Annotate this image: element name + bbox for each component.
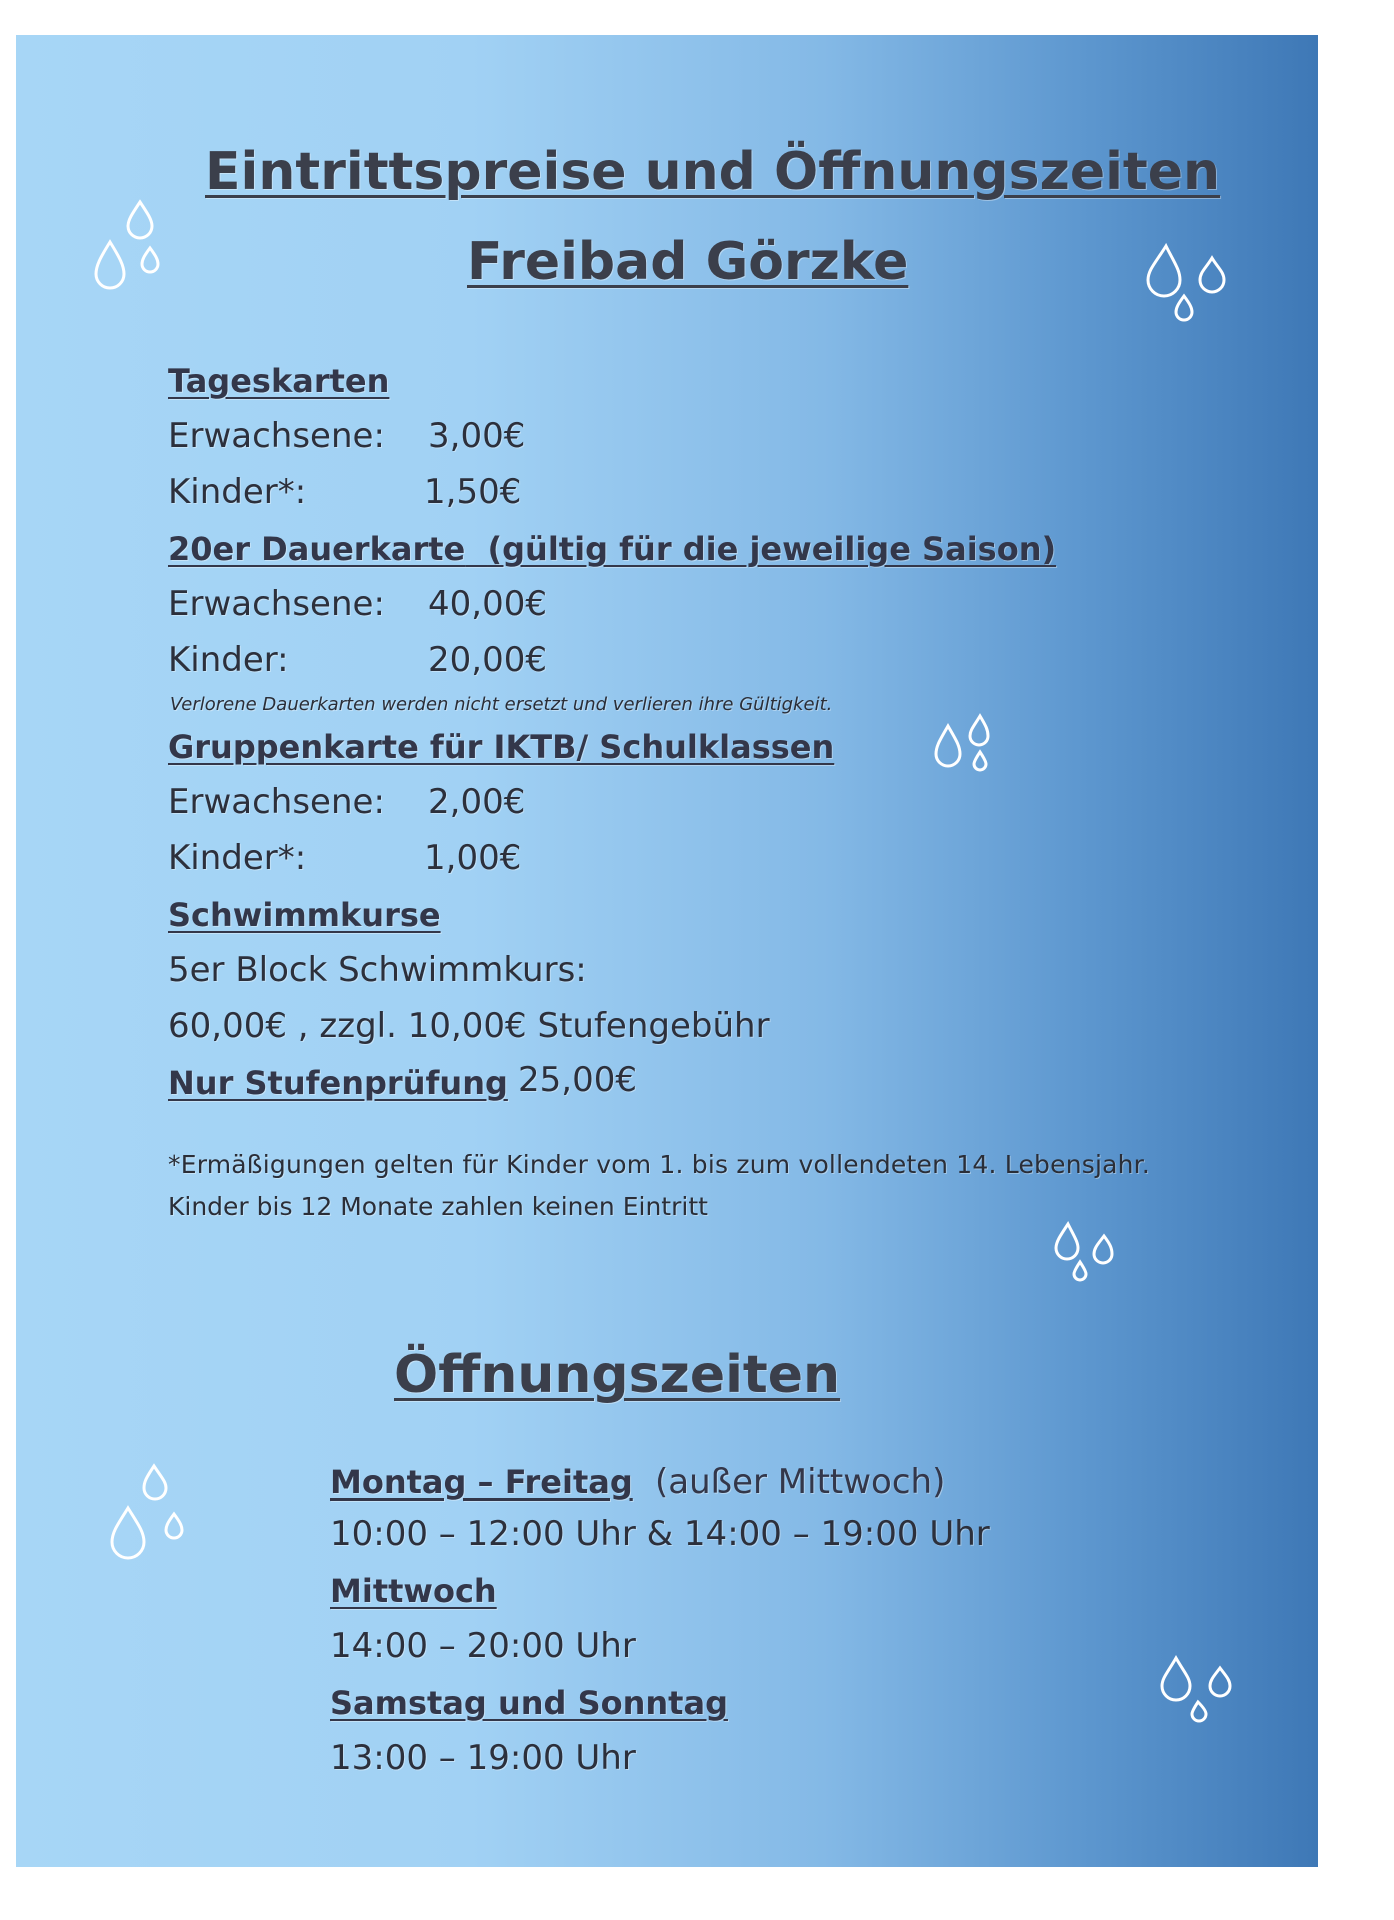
water-drops-icon [1140, 242, 1236, 330]
title-line-1: Eintrittspreise und Öffnungszeiten [205, 142, 1221, 202]
dauerkarte-heading [168, 530, 1056, 568]
gruppenkarte-child-label: Kinder*: [168, 838, 307, 878]
dauerkarte-adult-price: 40,00€ [428, 584, 547, 624]
gruppenkarte-heading: Gruppenkarte für IKTB/ Schulklassen [168, 728, 835, 766]
stufenpruefung-price: 25,00€ [518, 1060, 637, 1100]
water-drops-icon [1154, 1652, 1240, 1732]
wednesday-label: Mittwoch [330, 1572, 497, 1610]
stufenpruefung-label: Nur Stufenprüfung [168, 1064, 508, 1102]
schwimmkurse-line-1: 5er Block Schwimmkurs: [168, 950, 587, 990]
water-drops-icon [88, 196, 172, 292]
dauerkarte-child-price: 20,00€ [428, 640, 547, 680]
schwimmkurse-heading: Schwimmkurse [168, 896, 441, 934]
dauerkarte-heading-note: (gültig für die jeweilige Saison) [487, 530, 1057, 568]
tageskarten-heading: Tageskarten [168, 362, 390, 400]
weekday-times: 10:00 – 12:00 Uhr & 14:00 – 19:00 Uhr [330, 1514, 990, 1554]
gruppenkarte-adult-label: Erwachsene: [168, 782, 385, 822]
dauerkarte-child-label: Kinder: [168, 640, 289, 680]
dauerkarte-note: Verlorene Dauerkarten werden nicht ersetzt und verlieren ihre Gültigkeit. [170, 694, 833, 715]
dauerkarte-adult-label: Erwachsene: [168, 584, 385, 624]
weekend-label: Samstag und Sonntag [330, 1684, 728, 1722]
tageskarten-child-label: Kinder*: [168, 472, 307, 512]
tageskarten-child-price: 1,50€ [424, 472, 522, 512]
water-drops-icon [104, 1460, 192, 1560]
footnote-line-2: Kinder bis 12 Monate zahlen keinen Eintritt [168, 1192, 708, 1221]
water-drops-icon [930, 712, 1006, 780]
weekend-times: 13:00 – 19:00 Uhr [330, 1738, 636, 1778]
gruppenkarte-adult-price: 2,00€ [428, 782, 526, 822]
dauerkarte-heading-title: 20er Dauerkarte [168, 530, 466, 568]
wednesday-times: 14:00 – 20:00 Uhr [330, 1626, 636, 1666]
footnote-line-1: *Ermäßigungen gelten für Kinder vom 1. bis zum vollendeten 14. Lebensjahr. [168, 1150, 1151, 1179]
weekday-label-note: (außer Mittwoch) [655, 1462, 946, 1502]
schwimmkurse-line-2: 60,00€ , zzgl. 10,00€ Stufengebühr [168, 1006, 770, 1046]
gruppenkarte-child-price: 1,00€ [424, 838, 522, 878]
water-drops-icon [1050, 1220, 1124, 1286]
tageskarten-adult-price: 3,00€ [428, 416, 526, 456]
tageskarten-adult-label: Erwachsene: [168, 416, 385, 456]
hours-heading: Öffnungszeiten [394, 1345, 841, 1405]
weekday-label [330, 1462, 945, 1502]
weekday-label-days: Montag – Freitag [330, 1463, 633, 1501]
title-line-2: Freibad Görzke [467, 232, 909, 292]
